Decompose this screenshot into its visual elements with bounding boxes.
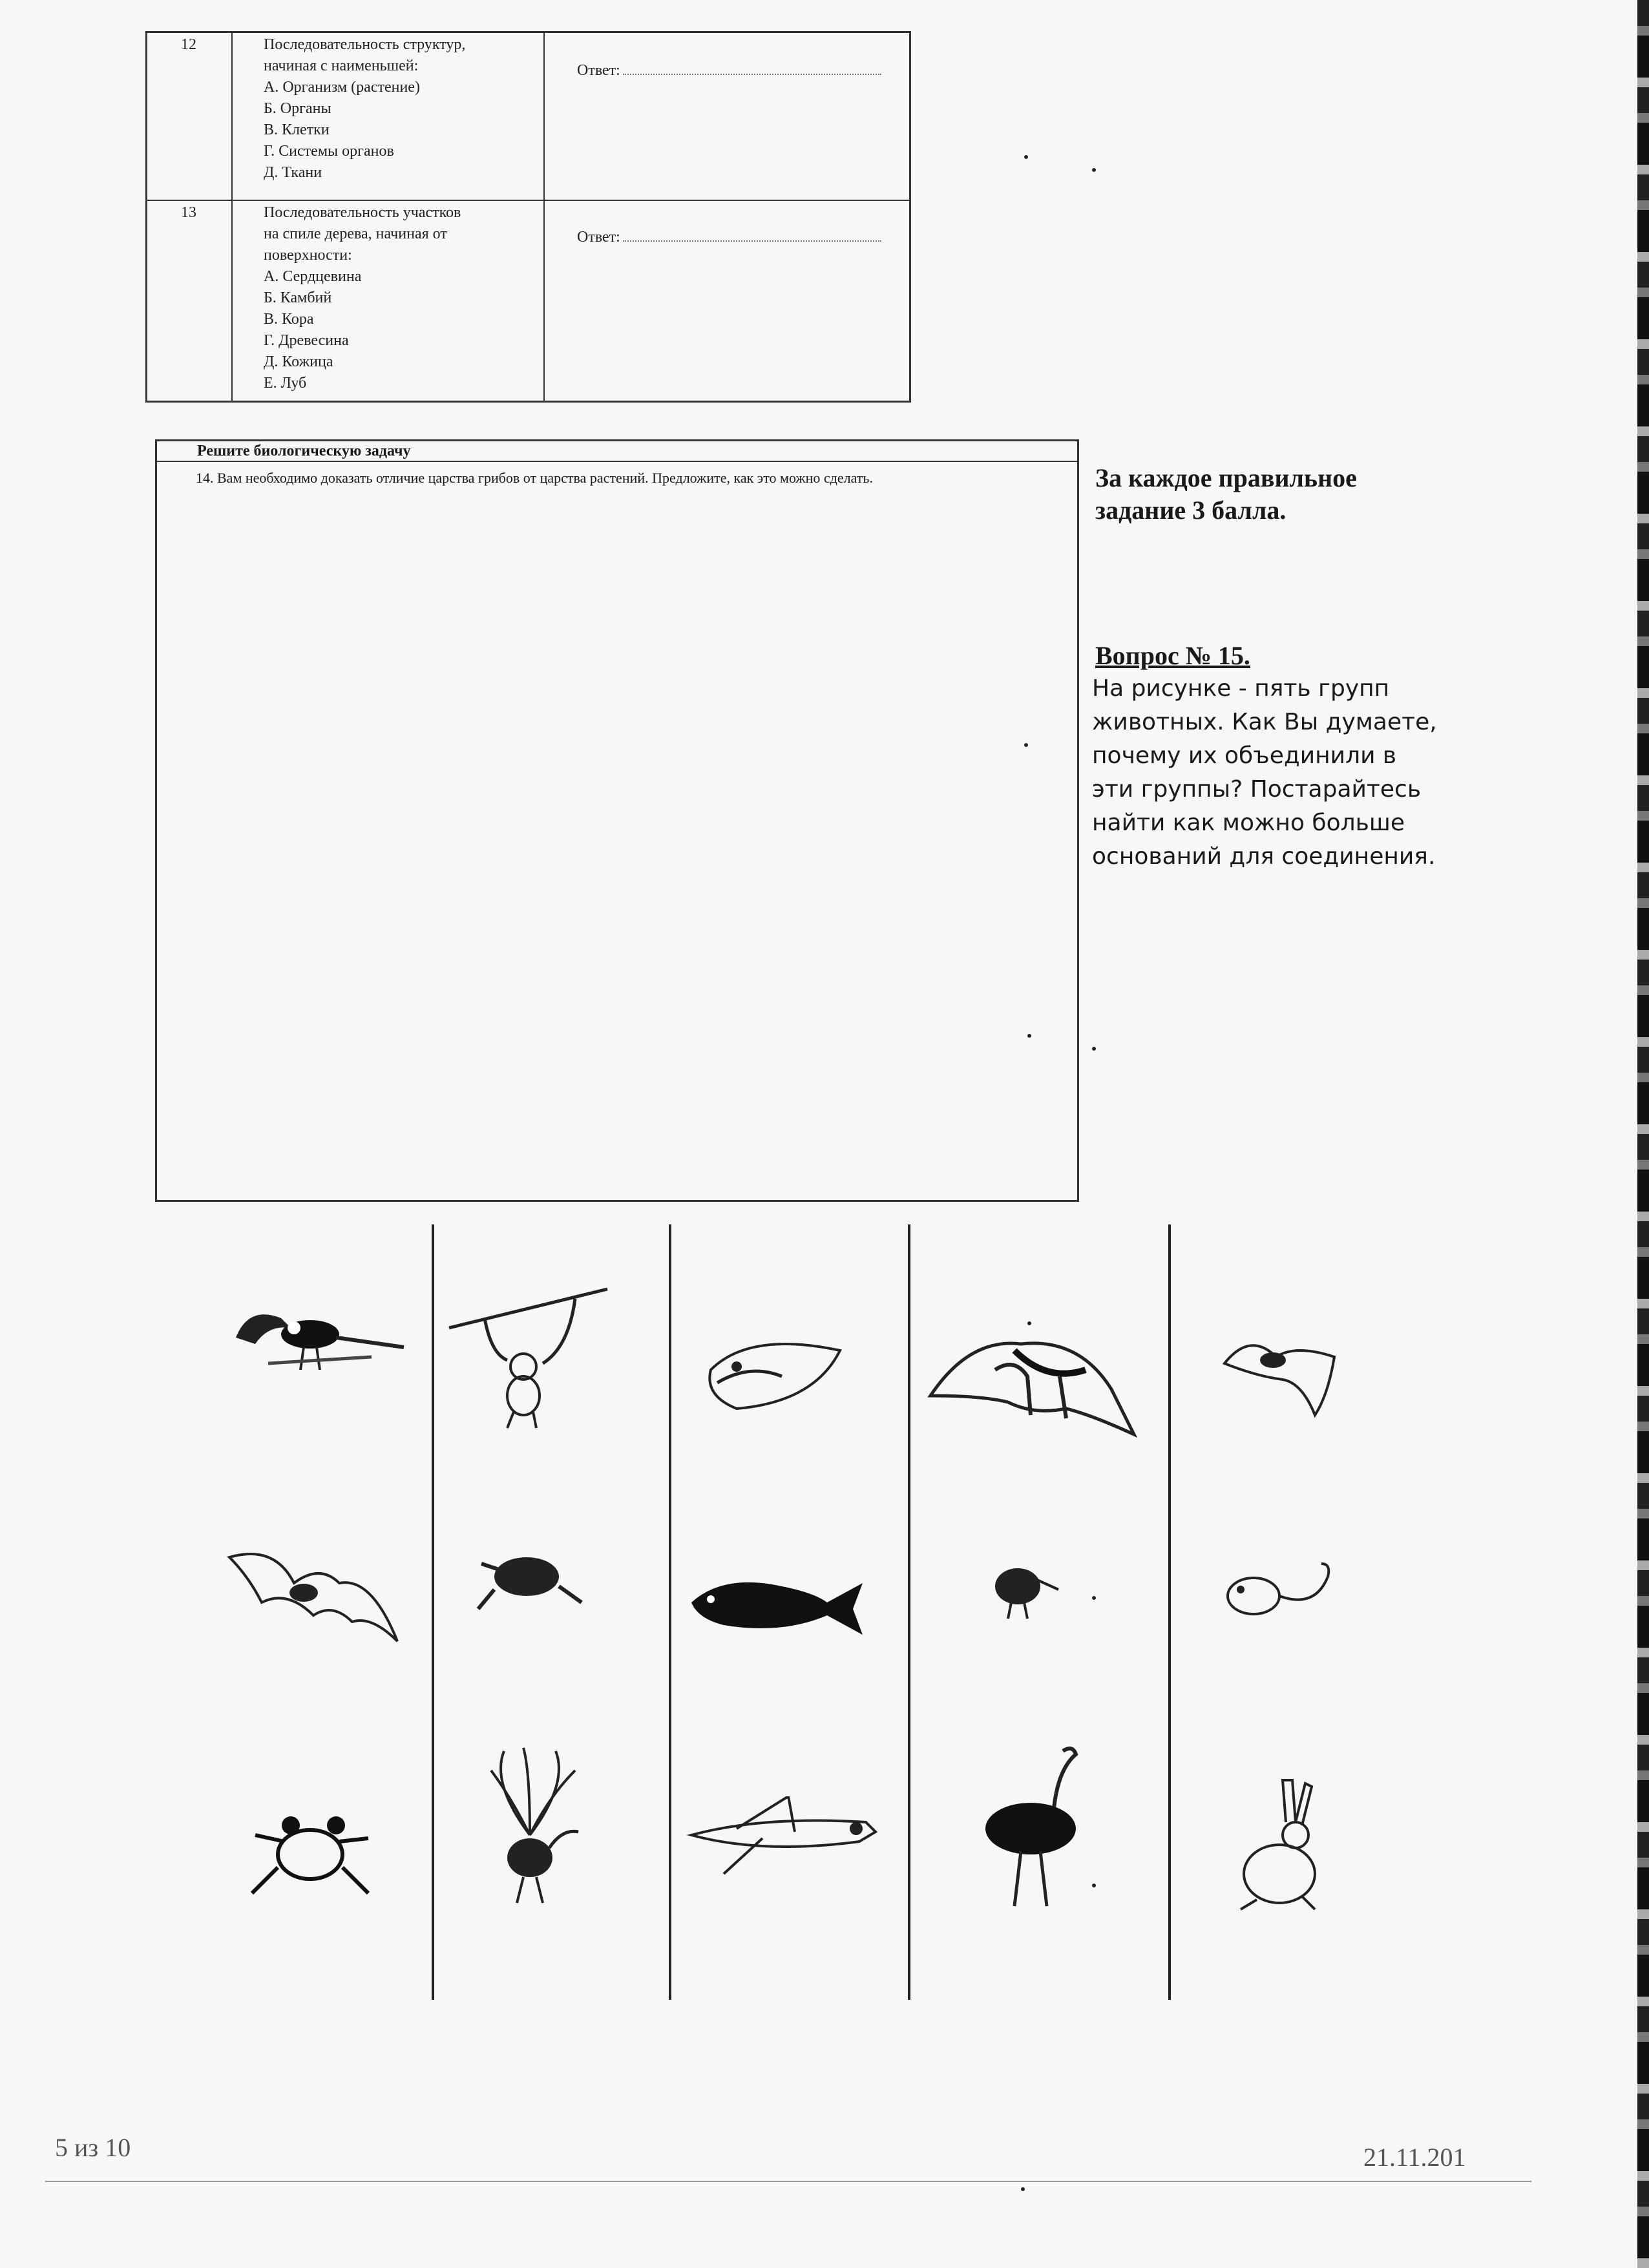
answer-blank[interactable] <box>623 240 881 242</box>
question-line: На рисунке - пять групп <box>1092 675 1390 702</box>
footer-rule <box>45 2181 1531 2182</box>
scan-speck <box>1092 1047 1096 1051</box>
answer-label: Ответ: <box>577 229 620 246</box>
scan-speck <box>1024 743 1028 747</box>
question-line: А. Сердцевина <box>264 268 362 285</box>
score-note <box>1095 462 1357 527</box>
answer-field[interactable] <box>577 60 881 81</box>
question-line: А. Организм (растение) <box>264 79 420 96</box>
table-row-divider <box>147 200 909 201</box>
score-line: задание 3 балла. <box>1095 496 1287 525</box>
question-line: Д. Ткани <box>264 164 322 181</box>
question-line: В. Кора <box>264 311 314 328</box>
task-header: Решите биологическую задачу <box>157 441 1077 462</box>
scan-speck <box>1092 168 1096 172</box>
frog-icon <box>475 1538 585 1615</box>
question-line: Г. Системы органов <box>264 143 394 160</box>
column-divider <box>432 1224 434 2000</box>
answer-field[interactable] <box>577 227 881 248</box>
question-line: эти группы? Постарайтесь <box>1092 776 1422 803</box>
question-line: Последовательность структур, <box>264 36 466 53</box>
page-number: 5 из 10 <box>55 2133 131 2162</box>
scan-speck <box>1024 155 1028 159</box>
table-divider <box>231 33 233 401</box>
scan-edge <box>1637 0 1649 2268</box>
flying-fish-icon <box>685 1796 879 1880</box>
scan-speck <box>1021 2187 1025 2191</box>
question-number: 12 <box>181 36 196 53</box>
question-line: Г. Древесина <box>264 332 349 349</box>
question-12-text <box>264 34 465 184</box>
answer-blank[interactable] <box>623 74 881 75</box>
column-divider <box>669 1224 671 2000</box>
answer-label: Ответ: <box>577 62 620 79</box>
column-divider <box>1168 1224 1171 2000</box>
question-line: животных. Как Вы думаете, <box>1092 709 1437 735</box>
question-line: Б. Органы <box>264 100 331 117</box>
column-divider <box>908 1224 910 2000</box>
scan-speck <box>1092 1596 1096 1600</box>
question-line: Б. Камбий <box>264 289 332 306</box>
questions-table <box>145 31 911 403</box>
table-divider <box>543 33 545 401</box>
question-13-text <box>264 202 461 394</box>
gibbon-icon <box>446 1283 614 1431</box>
task-box <box>155 439 1079 1202</box>
task-text: 14. Вам необходимо доказать отличие царства грибов от царства растений. Предложите, как это можно сделать. <box>196 470 873 486</box>
frog-icon <box>246 1803 375 1906</box>
question-line: оснований для соединения. <box>1092 843 1436 870</box>
anteater-icon <box>918 1312 1137 1441</box>
toucan-icon <box>229 1292 410 1383</box>
leaf-fish-icon <box>698 1331 846 1415</box>
question-line: Е. Луб <box>264 375 307 392</box>
question-15-text <box>1092 672 1437 874</box>
kiwi-icon <box>982 1551 1060 1622</box>
print-date: 21.11.201 <box>1363 2143 1466 2172</box>
question-line: начиная с наименьшей: <box>264 58 419 74</box>
question-line: поверхности: <box>264 247 352 264</box>
scan-speck <box>1092 1884 1096 1887</box>
ostrich-icon <box>966 1745 1095 1913</box>
question-line: Д. Кожица <box>264 353 333 370</box>
score-line: За каждое правильное <box>1095 463 1357 492</box>
hare-icon <box>1231 1777 1328 1913</box>
coelacanth-icon <box>685 1570 866 1641</box>
scan-speck <box>1027 1321 1031 1325</box>
question-line: на спиле дерева, начиная от <box>264 226 447 242</box>
dormouse-icon <box>1218 1557 1347 1628</box>
question-15-title: Вопрос № 15. <box>1095 641 1250 670</box>
question-line: В. Клетки <box>264 121 330 138</box>
lyrebird-icon <box>465 1745 594 1906</box>
question-number: 13 <box>181 204 196 221</box>
scan-speck <box>1027 1034 1031 1038</box>
bat-icon <box>223 1531 404 1661</box>
question-line: почему их объединили в <box>1092 742 1397 769</box>
bat-icon <box>1218 1325 1347 1422</box>
question-line: найти как можно больше <box>1092 810 1405 836</box>
question-line: Последовательность участков <box>264 204 461 221</box>
